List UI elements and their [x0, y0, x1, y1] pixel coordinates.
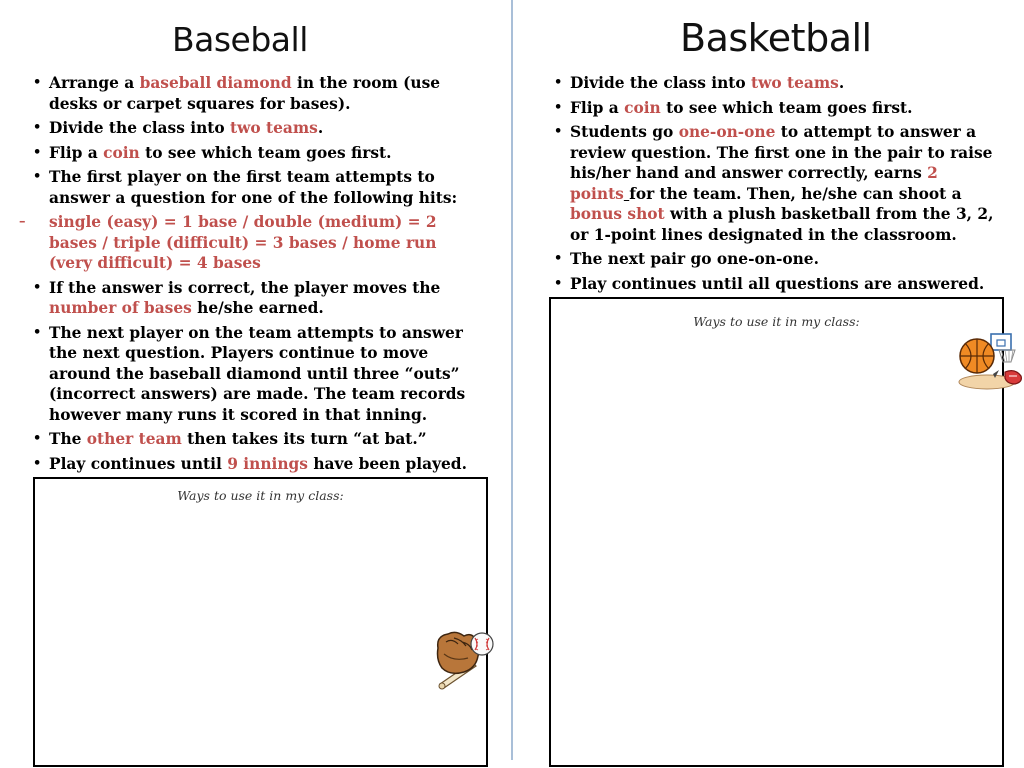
body-text: Arrange a	[49, 74, 140, 92]
baseball-title: Baseball	[172, 20, 308, 59]
list-item	[33, 323, 481, 426]
list-item	[554, 98, 996, 119]
highlight-text: single (easy) = 1 base / double (medium) = 2 bases / triple (difficult) = 3 bases / home run (very difficult) = 4 bases	[49, 213, 437, 272]
body-text: If the answer is correct, the player moves the	[49, 278, 441, 297]
highlight-text: baseball diamond	[139, 74, 292, 92]
list-item	[33, 73, 481, 114]
body-text: Flip a	[49, 143, 104, 162]
list-item	[554, 249, 996, 270]
highlight-text: two teams	[751, 74, 839, 92]
list-item	[33, 167, 481, 208]
body-text: Students go	[570, 123, 679, 141]
body-text: to see which team goes first.	[139, 143, 392, 162]
list-item	[554, 274, 996, 295]
basketball-title: Basketball	[680, 16, 872, 60]
basketball-hoop-icon	[955, 332, 1024, 392]
body-text: to attempt to answer a review question. The first one in the pair to raise his/her hand and answer correctly, earns	[570, 123, 993, 182]
highlight-text: other team	[86, 430, 182, 448]
list-item	[33, 454, 481, 475]
highlight-text: 2 points	[570, 164, 938, 203]
body-text: Play continues until	[49, 454, 228, 473]
body-text: .	[317, 119, 324, 137]
baseball-rules-list	[33, 73, 481, 478]
body-text: then takes its turn “at bat.”	[181, 430, 427, 448]
body-text: with a plush basketball from the 3, 2, or 1-point lines designated in the classroom.	[570, 205, 994, 244]
sub-list-item	[33, 212, 481, 274]
body-text: he/she earned.	[191, 299, 324, 317]
body-text: Flip a	[570, 98, 625, 117]
basketball-rules-list	[554, 73, 996, 298]
list-item	[33, 118, 481, 139]
basketball-notes-box[interactable]	[549, 297, 1004, 767]
body-text: have been played.	[307, 454, 467, 473]
body-text: The first player on the first team attempts to answer a question for one of the following hits:	[49, 168, 458, 207]
highlight-text: coin	[624, 98, 661, 117]
list-item	[33, 278, 481, 319]
highlight-text: one-on-one	[678, 123, 776, 141]
basketball-notes-label: Ways to use it in my class:	[693, 314, 860, 329]
body-text: Divide the class into	[570, 74, 751, 92]
baseball-notes-label: Ways to use it in my class:	[177, 488, 344, 503]
list-item	[554, 73, 996, 94]
body-text: Play continues until all questions are answered.	[570, 274, 985, 293]
highlight-text: coin	[103, 143, 140, 162]
body-text: The	[49, 430, 87, 448]
highlight-text: two teams	[230, 119, 318, 137]
highlight-text: number of bases	[49, 299, 192, 317]
list-item	[33, 429, 481, 450]
highlight-text: 9 innings	[227, 454, 308, 473]
body-text: The next pair go one-on-one.	[570, 250, 819, 268]
baseball-glove-icon	[432, 628, 498, 690]
body-text: Divide the class into	[49, 119, 230, 137]
baseball-notes-box[interactable]	[33, 477, 488, 767]
body-text: The next player on the team attempts to answer the next question. Players continue to move around the baseball diamond until three “outs” (incorrect answers) are made. The team records however many runs it scored in that inning.	[49, 323, 466, 424]
highlight-text: bonus shot	[570, 205, 665, 223]
body-text: to see which team goes first.	[660, 98, 913, 117]
body-text: for the team. Then, he/she can shoot a	[629, 184, 962, 203]
column-divider	[511, 0, 513, 760]
list-item	[554, 122, 996, 245]
list-item	[33, 143, 481, 164]
body-text: in the room (use desks or carpet squares for bases).	[49, 74, 441, 113]
body-text: .	[838, 74, 845, 92]
